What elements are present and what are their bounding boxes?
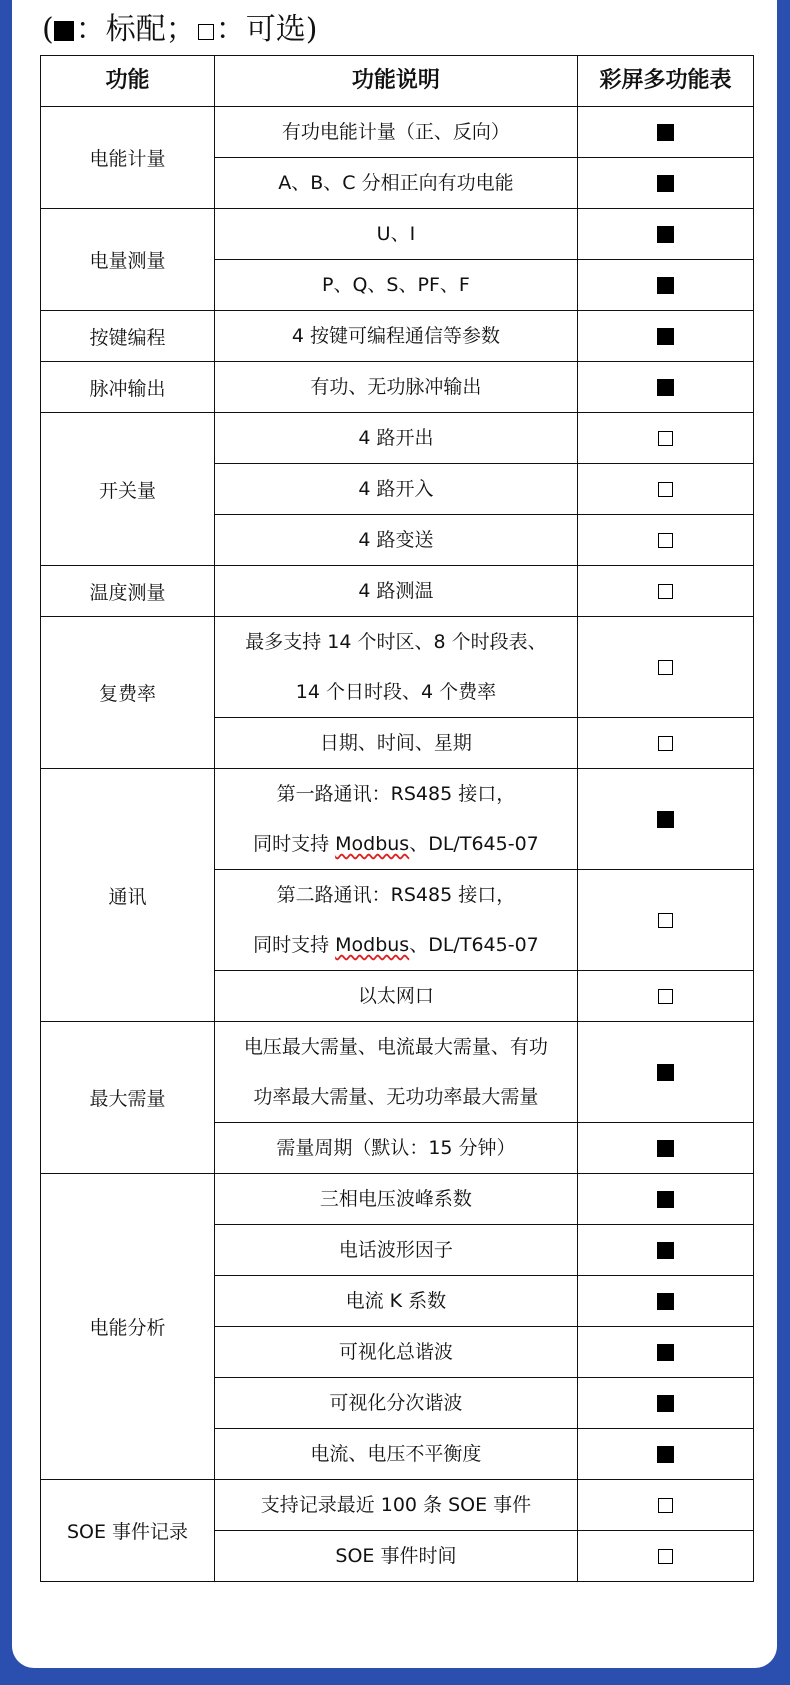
filled-square-icon: [657, 277, 674, 294]
empty-square-icon: [658, 533, 673, 548]
filled-square-icon: [657, 811, 674, 828]
filled-square-icon: [657, 379, 674, 396]
description-line: 第二路通讯：RS485 接口，: [276, 884, 516, 906]
empty-square-icon: [658, 482, 673, 497]
function-description: [214, 870, 577, 971]
filled-square-icon: [657, 124, 674, 141]
description-line: 有功、无功脉冲输出: [310, 376, 482, 398]
availability-cell: [577, 413, 753, 464]
function-description: [214, 362, 577, 413]
description-line: 可视化分次谐波: [329, 1392, 463, 1414]
empty-square-icon: [658, 431, 673, 446]
function-description: [214, 1276, 577, 1327]
table-row: [41, 107, 754, 158]
filled-square-icon: [657, 1191, 674, 1208]
table-row: [41, 1174, 754, 1225]
table-row: [41, 1022, 754, 1123]
availability-cell: [577, 1123, 753, 1174]
description-line: 4 路测温: [358, 580, 434, 602]
availability-cell: [577, 718, 753, 769]
empty-square-icon: [658, 989, 673, 1004]
table-row: [41, 566, 754, 617]
function-name: 开关量: [41, 413, 215, 566]
availability-cell: [577, 1480, 753, 1531]
description-line: 4 按键可编程通信等参数: [291, 325, 500, 347]
availability-cell: [577, 870, 753, 971]
description-line: 支持记录最近 100 条 SOE 事件: [260, 1494, 532, 1516]
availability-cell: [577, 1174, 753, 1225]
function-name: 通讯: [41, 769, 215, 1022]
empty-square-icon: [658, 1549, 673, 1564]
empty-square-icon: [198, 24, 214, 40]
availability-cell: [577, 515, 753, 566]
availability-cell: [577, 1022, 753, 1123]
description-line: 电话波形因子: [338, 1239, 453, 1261]
availability-cell: [577, 260, 753, 311]
description-line: 14 个日时段、4 个费率: [295, 681, 497, 703]
availability-cell: [577, 1429, 753, 1480]
legend-optional: ：可选): [215, 12, 318, 47]
legend-open: (: [42, 12, 54, 47]
table-row: [41, 413, 754, 464]
empty-square-icon: [658, 584, 673, 599]
function-name: 温度测量: [41, 566, 215, 617]
function-description: [214, 1225, 577, 1276]
description-line: 最多支持 14 个时区、8 个时段表、: [245, 631, 547, 653]
availability-cell: [577, 107, 753, 158]
function-description: [214, 158, 577, 209]
header-color-meter: 彩屏多功能表: [577, 56, 753, 107]
function-name: 电量测量: [41, 209, 215, 311]
header-function: 功能: [41, 56, 215, 107]
function-name: 电能分析: [41, 1174, 215, 1480]
availability-cell: [577, 1531, 753, 1582]
filled-square-icon: [657, 175, 674, 192]
function-description: [214, 413, 577, 464]
description-line: 电流、电压不平衡度: [310, 1443, 482, 1465]
description-line: 功率最大需量、无功功率最大需量: [253, 1086, 539, 1108]
function-name: SOE 事件记录: [41, 1480, 215, 1582]
function-description: [214, 107, 577, 158]
availability-cell: [577, 617, 753, 718]
availability-cell: [577, 971, 753, 1022]
filled-square-icon: [657, 1395, 674, 1412]
function-description: [214, 1123, 577, 1174]
description-line: 4 路开出: [358, 427, 434, 449]
function-name: 脉冲输出: [41, 362, 215, 413]
description-line: 4 路开入: [358, 478, 434, 500]
description-line: 可视化总谐波: [338, 1341, 453, 1363]
filled-square-icon: [657, 1446, 674, 1463]
feature-table: [40, 55, 754, 1582]
description-line: 以太网口: [357, 985, 434, 1007]
filled-square-icon: [657, 1344, 674, 1361]
filled-square-icon: [657, 1242, 674, 1259]
filled-square-icon: [657, 328, 674, 345]
filled-square-icon: [657, 226, 674, 243]
function-name: 最大需量: [41, 1022, 215, 1174]
filled-square-icon: [657, 1293, 674, 1310]
function-description: [214, 617, 577, 718]
availability-cell: [577, 1378, 753, 1429]
function-description: [214, 1429, 577, 1480]
availability-cell: [577, 158, 753, 209]
function-description: [214, 971, 577, 1022]
description-line: 有功电能计量（正、反向）: [281, 121, 510, 143]
availability-cell: [577, 1225, 753, 1276]
description-line: 日期、时间、星期: [319, 732, 472, 754]
function-description: [214, 1378, 577, 1429]
availability-cell: [577, 209, 753, 260]
function-description: [214, 769, 577, 870]
function-description: [214, 718, 577, 769]
description-line: 同时支持 Modbus、DL/T645-07: [253, 833, 539, 855]
description-line: 4 路变送: [358, 529, 434, 551]
table-row: [41, 1480, 754, 1531]
availability-cell: [577, 566, 753, 617]
empty-square-icon: [658, 1498, 673, 1513]
table-row: [41, 311, 754, 362]
description-line: 电压最大需量、电流最大需量、有功: [243, 1036, 548, 1058]
filled-square-icon: [54, 21, 74, 41]
table-row: [41, 617, 754, 718]
description-line: 三相电压波峰系数: [319, 1188, 472, 1210]
function-name: 电能计量: [41, 107, 215, 209]
description-line: SOE 事件时间: [335, 1545, 457, 1567]
table-row: [41, 769, 754, 870]
function-description: [214, 260, 577, 311]
availability-cell: [577, 769, 753, 870]
description-line: 同时支持 Modbus、DL/T645-07: [253, 934, 539, 956]
legend: [42, 8, 317, 52]
availability-cell: [577, 1327, 753, 1378]
description-line: 需量周期（默认：15 分钟）: [276, 1137, 516, 1159]
function-description: [214, 464, 577, 515]
function-description: [214, 1022, 577, 1123]
availability-cell: [577, 464, 753, 515]
function-description: [214, 515, 577, 566]
function-name: 复费率: [41, 617, 215, 769]
description-line: U、I: [376, 223, 416, 245]
function-description: [214, 311, 577, 362]
function-description: [214, 1531, 577, 1582]
function-description: [214, 1327, 577, 1378]
empty-square-icon: [658, 913, 673, 928]
empty-square-icon: [658, 660, 673, 675]
table-header-row: [41, 56, 754, 107]
function-description: [214, 209, 577, 260]
function-name: 按键编程: [41, 311, 215, 362]
availability-cell: [577, 362, 753, 413]
table-row: [41, 362, 754, 413]
availability-cell: [577, 1276, 753, 1327]
description-line: P、Q、S、PF、F: [322, 274, 470, 296]
description-line: 第一路通讯：RS485 接口，: [276, 783, 516, 805]
filled-square-icon: [657, 1064, 674, 1081]
availability-cell: [577, 311, 753, 362]
empty-square-icon: [658, 736, 673, 751]
function-description: [214, 1174, 577, 1225]
function-description: [214, 566, 577, 617]
function-description: [214, 1480, 577, 1531]
header-description: 功能说明: [214, 56, 577, 107]
description-line: A、B、C 分相正向有功电能: [278, 172, 514, 194]
legend-standard: ：标配；: [75, 12, 196, 47]
filled-square-icon: [657, 1140, 674, 1157]
table-body: [41, 107, 754, 1582]
table-row: [41, 209, 754, 260]
description-line: 电流 K 系数: [345, 1290, 447, 1312]
